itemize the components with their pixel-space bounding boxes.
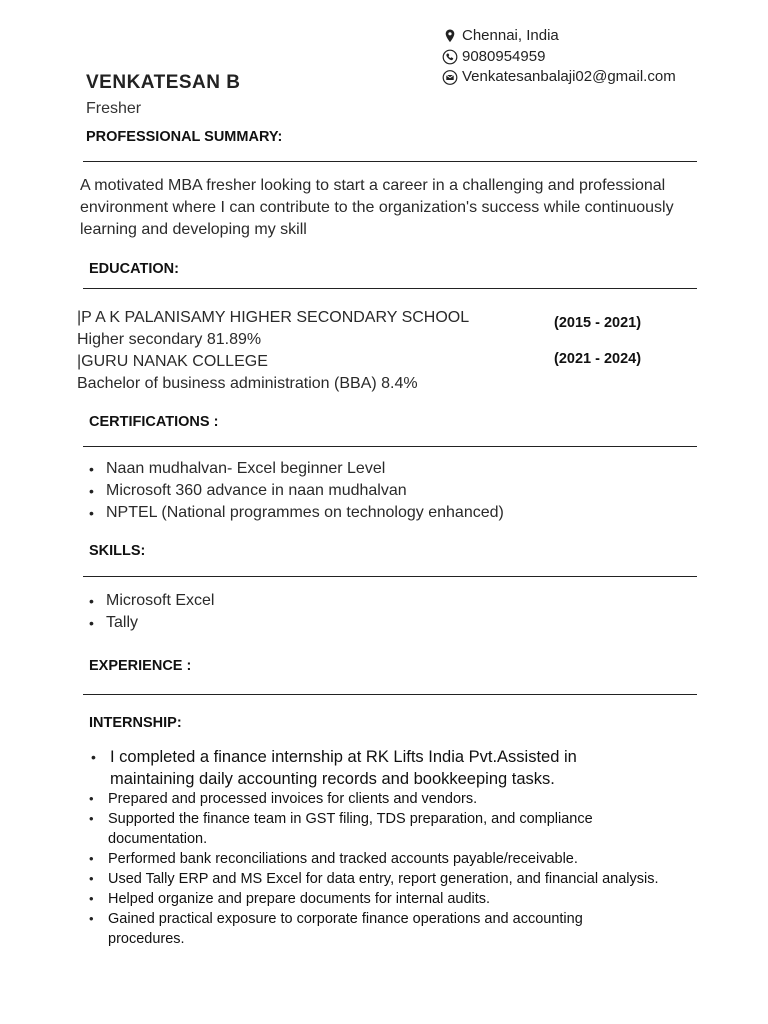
summary-text: A motivated MBA fresher looking to start a career in a challenging and professional environment where I can contribute to the organization's success while continuously learning and developing my skill <box>80 177 674 238</box>
internship-lead-list <box>80 746 640 790</box>
education-list <box>77 307 469 395</box>
summary-heading: PROFESSIONAL SUMMARY: <box>86 129 283 145</box>
contact-block <box>442 26 676 88</box>
list-item: • Performed bank reconciliations and tracked accounts payable/receivable. <box>80 849 660 869</box>
phone-text: 9080954959 <box>462 47 546 65</box>
email-icon <box>442 69 460 85</box>
list-item: • I completed a finance internship at RK Lifts India Pvt.Assisted in maintaining daily accounting records and bookkeeping tasks. <box>80 746 640 790</box>
list-item: • Gained practical exposure to corporate finance operations and accounting procedures. <box>80 909 660 949</box>
skills-heading: SKILLS: <box>89 543 146 559</box>
education-years: (2021 - 2024) <box>554 351 642 367</box>
list-item: • Supported the finance team in GST filing, TDS preparation, and compliance documentation. <box>80 809 660 849</box>
summary-divider <box>83 161 697 162</box>
list-item: • Tally <box>80 612 700 634</box>
education-school: |GURU NANAK COLLEGE <box>77 353 268 370</box>
email-text: Venkatesanbalaji02@gmail.com <box>462 68 676 85</box>
skills-divider <box>83 576 697 577</box>
contact-location <box>442 26 676 47</box>
list-item: • Naan mudhalvan- Excel beginner Level <box>80 458 700 480</box>
candidate-role: Fresher <box>86 100 142 117</box>
experience-heading: EXPERIENCE : <box>89 658 192 674</box>
contact-email <box>442 67 676 88</box>
education-divider <box>83 288 697 289</box>
certifications-heading: CERTIFICATIONS : <box>89 414 219 430</box>
list-item: • NPTEL (National programmes on technology enhanced) <box>80 502 700 524</box>
location-pin-icon <box>442 28 460 44</box>
list-item: • Microsoft 360 advance in naan mudhalvan <box>80 480 700 502</box>
education-years: (2015 - 2021) <box>554 315 642 331</box>
location-text: Chennai, India <box>462 27 559 44</box>
list-item: • Prepared and processed invoices for clients and vendors. <box>80 789 660 809</box>
candidate-name: VENKATESAN B <box>86 72 241 93</box>
list-item: • Microsoft Excel <box>80 590 700 612</box>
education-detail: Higher secondary 81.89% <box>77 331 262 348</box>
education-school: |P A K PALANISAMY HIGHER SECONDARY SCHOOL <box>77 309 470 326</box>
education-detail: Bachelor of business administration (BBA) 8.4% <box>77 375 418 392</box>
skills-list <box>80 590 700 634</box>
certifications-divider <box>83 446 697 447</box>
education-heading: EDUCATION: <box>89 261 179 277</box>
list-item: • Used Tally ERP and MS Excel for data entry, report generation, and financial analysis. <box>80 869 660 889</box>
internship-heading: INTERNSHIP: <box>89 715 182 731</box>
contact-phone <box>442 47 676 68</box>
certifications-list <box>80 458 700 524</box>
internship-duties-list <box>80 789 660 949</box>
experience-divider <box>83 694 697 695</box>
list-item: • Helped organize and prepare documents for internal audits. <box>80 889 660 909</box>
phone-icon <box>442 49 460 65</box>
